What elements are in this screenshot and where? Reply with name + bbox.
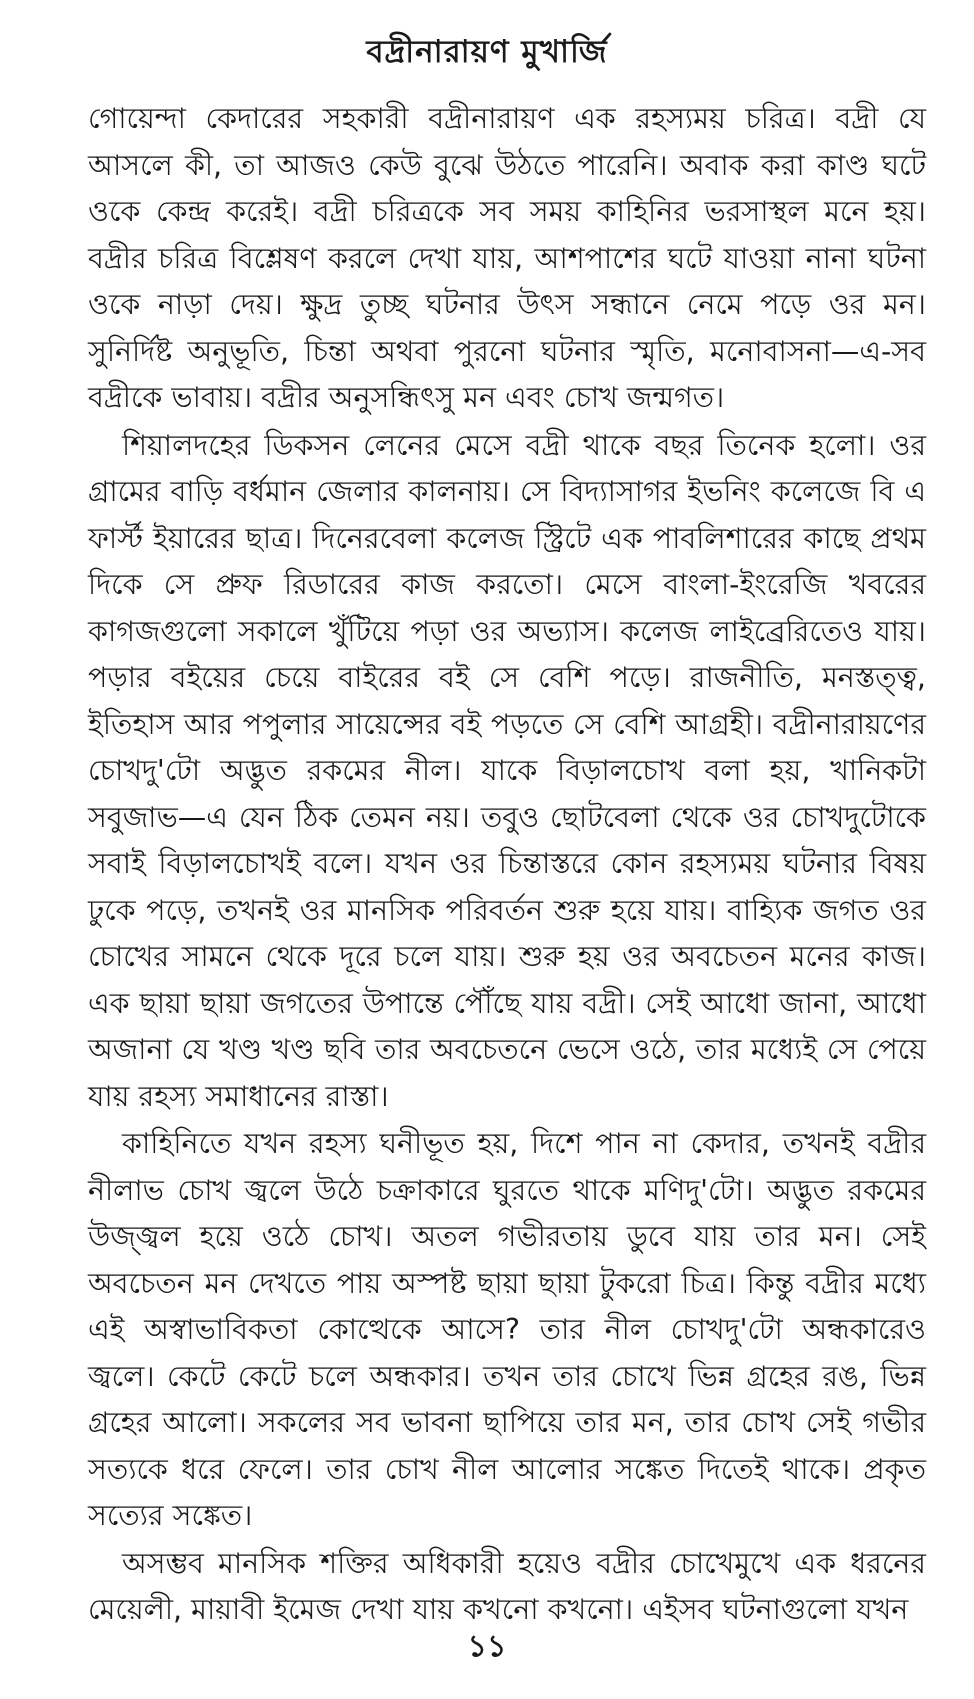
paragraph-4: অসম্ভব মানসিক শক্তির অধিকারী হয়েও বদ্রীর চোখেমুখে এক ধরনের মেয়েলী, মায়াবী ইমেজ দেখা যায় কখনো কখনো। এইসব ঘটনাগুলো যখন [88,1546,926,1626]
chapter-heading: বদ্রীনারায়ণ মুখার্জি [366,34,608,70]
paragraph-1: গোয়েন্দা কেদারের সহকারী বদ্রীনারায়ণ এক রহস্যময় চরিত্র। বদ্রী যে আসলে কী, তা আজও কেউ বুঝে উঠতে পারেনি। অবাক করা কাণ্ড ঘটে ওকে কেন্দ্র করেই। বদ্রী চরিত্রকে সব সময় কাহিনির ভরসাস্থল মনে হয়। বদ্রীর চরিত্র বিশ্লেষণ করলে দেখা যায়, আশপাশের ঘটে যাওয়া নানা ঘটনা ওকে নাড়া দেয়। ক্ষুদ্র তুচ্ছ ঘটনার উৎস সন্ধানে নেমে পড়ে ওর মন। সুনির্দিষ্ট অনুভূতি, চিন্তা অথবা পুরনো ঘটনার স্মৃতি, মনোবাসনা—এ-সব বদ্রীকে ভাবায়। বদ্রীর অনুসন্ধিৎসু মন এবং চোখ জন্মগত। [88,102,926,414]
page-number: ১১ [467,1629,507,1664]
body-text [88,96,926,1634]
paragraph-2: শিয়ালদহের ডিকসন লেনের মেসে বদ্রী থাকে বছর তিনেক হলো। ওর গ্রামের বাড়ি বর্ধমান জেলার কালনায়। সে বিদ্যাসাগর ইভনিং কলেজে বি এ ফার্স্ট ইয়ারের ছাত্র। দিনেরবেলা কলেজ স্ট্রিটে এক পাবলিশারের কাছে প্রথম দিকে সে প্রুফ রিডারের কাজ করতো। মেসে বাংলা-ইংরেজি খবরের কাগজগুলো সকালে খুঁটিয়ে পড়া ওর অভ্যাস। কলেজ লাইব্রেরিতেও যায়। পড়ার বইয়ের চেয়ে বাইরের বই সে বেশি পড়ে। রাজনীতি, মনস্তত্ত্ব, ইতিহাস আর পপুলার সায়েন্সের বই পড়তে সে বেশি আগ্রহী। বদ্রীনারায়ণের চোখদু'টো অদ্ভুত রকমের নীল। যাকে বিড়ালচোখ বলা হয়, খানিকটা সবুজাভ—এ যেন ঠিক তেমন নয়। তবুও ছোটবেলা থেকে ওর চোখদুটোকে সবাই বিড়ালচোখই বলে। যখন ওর চিন্তাস্তরে কোন রহস্যময় ঘটনার বিষয় ঢুকে পড়ে, তখনই ওর মানসিক পরিবর্তন শুরু হয়ে যায়। বাহ্যিক জগত ওর চোখের সামনে থেকে দূরে চলে যায়। শুরু হয় ওর অবচেতন মনের কাজ। এক ছায়া ছায়া জগতের উপান্তে পৌঁছে যায় বদ্রী। সেই আধো জানা, আধো অজানা যে খণ্ড খণ্ড ছবি তার অবচেতনে ভেসে ওঠে, তার মধ্যেই সে পেয়ে যায় রহস্য সমাধানের রাস্তা। [88,428,926,1113]
paragraph-3: কাহিনিতে যখন রহস্য ঘনীভূত হয়, দিশে পান না কেদার, তখনই বদ্রীর নীলাভ চোখ জ্বলে উঠে চক্রাকারে ঘুরতে থাকে মণিদু'টো। অদ্ভুত রকমের উজ্জ্বল হয়ে ওঠে চোখ। অতল গভীরতায় ডুবে যায় তার মন। সেই অবচেতন মন দেখতে পায় অস্পষ্ট ছায়া ছায়া টুকরো চিত্র। কিন্তু বদ্রীর মধ্যে এই অস্বাভাবিকতা কোত্থেকে আসে? তার নীল চোখদু'টো অন্ধকারেও জ্বলে। কেটে কেটে চলে অন্ধকার। তখন তার চোখে ভিন্ন গ্রহের রঙ, ভিন্ন গ্রহের আলো। সকলের সব ভাবনা ছাপিয়ে তার মন, তার চোখ সেই গভীর সত্যকে ধরে ফেলে। তার চোখ নীল আলোর সঙ্কেত দিতেই থাকে। প্রকৃত সত্যের সঙ্কেত। [88,1127,926,1532]
